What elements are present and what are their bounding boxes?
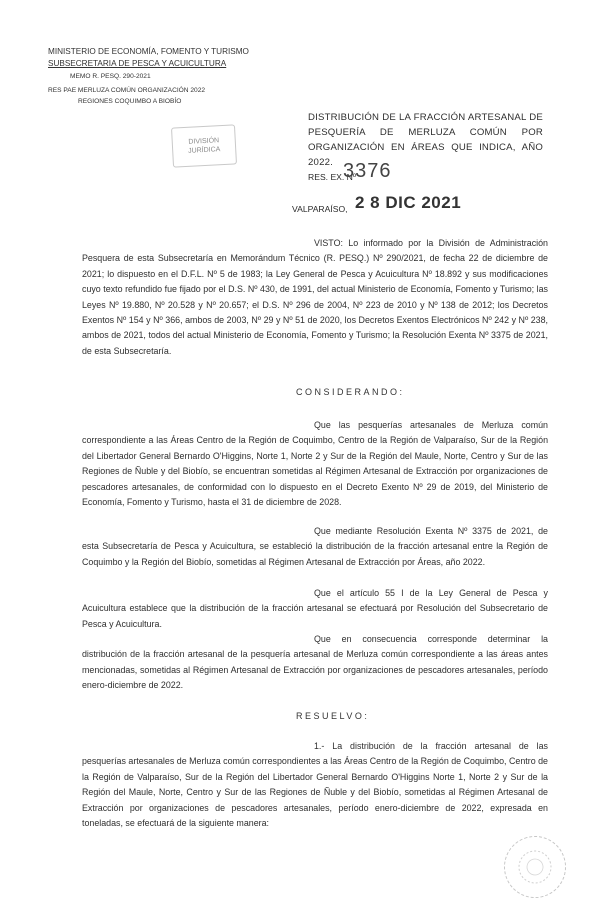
date-stamp: 2 8 DIC 2021: [355, 193, 462, 212]
resolution-number: 3376: [343, 160, 392, 182]
resuelvo-paragraph-1: [82, 739, 548, 831]
valparaiso-label: VALPARAÍSO,: [292, 204, 348, 214]
considerando-heading: CONSIDERANDO:: [296, 387, 405, 397]
visto-paragraph: [82, 236, 548, 359]
considerando-text-3: Que el artículo 55 I de la Ley General de Pesca y Acuicultura establece que la distribución de la fracción artesanal se efectuará por Resolución del Subsecretario de Pesca y Acuicultura.: [82, 588, 548, 629]
round-seal-stamp: [495, 827, 574, 906]
considerando-paragraph-1: [82, 418, 548, 510]
ministry-name: MINISTERIO DE ECONOMÍA, FOMENTO Y TURISMO: [48, 47, 249, 56]
considerando-text-1: Que las pesquerías artesanales de Merluza común correspondiente a las Áreas Centro de la Región de Coquimbo, Centro de la Región de Valparaíso, Sur de la Región del Libertador General Bernardo O'Higgins, Norte 1, Norte 2 y Sur de la Región del Maule, Norte, Centro y Sur de las Regiones de Ñuble y del Biobío, se encuentran sometidas al Régimen Artesanal de Extracción por organizaciones de pescadores artesanales, de conformidad con lo dispuesto en el Decreto Exento Nº 29 de 2019, del Ministerio de Economía, Fomento y Turismo, hasta el 31 de diciembre de 2028.: [82, 420, 548, 508]
division-juridica-stamp: [171, 124, 237, 167]
subsecretaria-name: SUBSECRETARIA DE PESCA Y ACUICULTURA: [48, 59, 227, 68]
considerando-text-4: Que en consecuencia corresponde determinar la distribución de la fracción artesanal de la pesquería artesanal de Merluza común correspondiente a las áreas antes mencionadas, sometidas al Régimen Artesanal de Extracción por organizaciones de pescadores artesanales, período enero-diciembre de 2022.: [82, 634, 548, 691]
document-title: DISTRIBUCIÓN DE LA FRACCIÓN ARTESANAL DE PESQUERÍA DE MERLUZA COMÚN POR ORGANIZACIÓN EN ÁREAS QUE INDICA, AÑO 2022.: [308, 112, 543, 168]
stamp-line-1: DIVISIÓN: [188, 137, 220, 146]
considerando-text-2: Que mediante Resolución Exenta Nº 3375 de 2021, de esta Subsecretaría de Pesca y Acuicultura, se estableció la distribución de la fracción artesanal entre la Región de Coquimbo y la Región del Biobío, sometidas al Régimen Artesanal de Extracción por Áreas, año 2022.: [82, 526, 548, 567]
stamp-line-2: JURÍDICA: [187, 146, 221, 155]
resuelvo-text-1: 1.- La distribución de la fracción artesanal de las pesquerías artesanales de Merluza común correspondientes a las Áreas Centro de la Región de Coquimbo, Centro de la Región de Valparaíso, Sur de la Región del Libertador General Bernardo O'Higgins Norte 1, Norte 2 y Sur de la Región del Maule, Norte, Centro y Sur de las Regiones de Ñuble y del Biobío, sometidas al Régimen Artesanal de Extracción por organizaciones de pescadores artesanales, período enero-diciembre de 2022, expresada en toneladas, se efectuará de la siguiente manera:: [82, 741, 548, 829]
resuelvo-heading: RESUELVO:: [296, 711, 370, 721]
resolution-reference: RES PAE MERLUZA COMÚN ORGANIZACIÓN 2022: [48, 87, 206, 94]
res-ex-label: RES. EX. Nº: [308, 172, 357, 182]
considerando-paragraph-4: [82, 632, 548, 694]
considerando-paragraph-2: [82, 524, 548, 570]
considerando-paragraph-3: [82, 586, 548, 632]
memo-reference: MEMO R. PESQ. 290-2021: [70, 73, 151, 80]
regions-reference: REGIONES COQUIMBO A BIOBÍO: [78, 98, 182, 105]
seal-icon: [509, 841, 560, 892]
visto-text: VISTO: Lo informado por la División de Administración Pesquera de esta Subsecretaría en Memorándum Técnico (R. PESQ.) Nº 290/2021, de fecha 22 de diciembre de 2021; lo dispuesto en el D.F.L. Nº 5 de 1983; la Ley General de Pesca y Acuicultura Nº 18.892 y sus modificaciones cuyo texto refundido fue fijado por el D.S. Nº 430, de 1991, del actual Ministerio de Economía, Fomento y Turismo; las Leyes Nº 19.880, Nº 20.528 y Nº 20.657; el D.S. Nº 296 de 2004, Nº 223 de 2010 y Nº 138 de 2012; los Decretos Exentos Nº 154 y Nº 366, ambos de 2003, Nº 29 y Nº 51 de 2020, los Decretos Exentos Electrónicos Nº 242 y Nº 238, ambos de 2021, todos del actual Ministerio de Economía, Fomento y Turismo; la Resolución Exenta Nº 3375 de 2021, de esta Subsecretaría.: [82, 238, 548, 356]
